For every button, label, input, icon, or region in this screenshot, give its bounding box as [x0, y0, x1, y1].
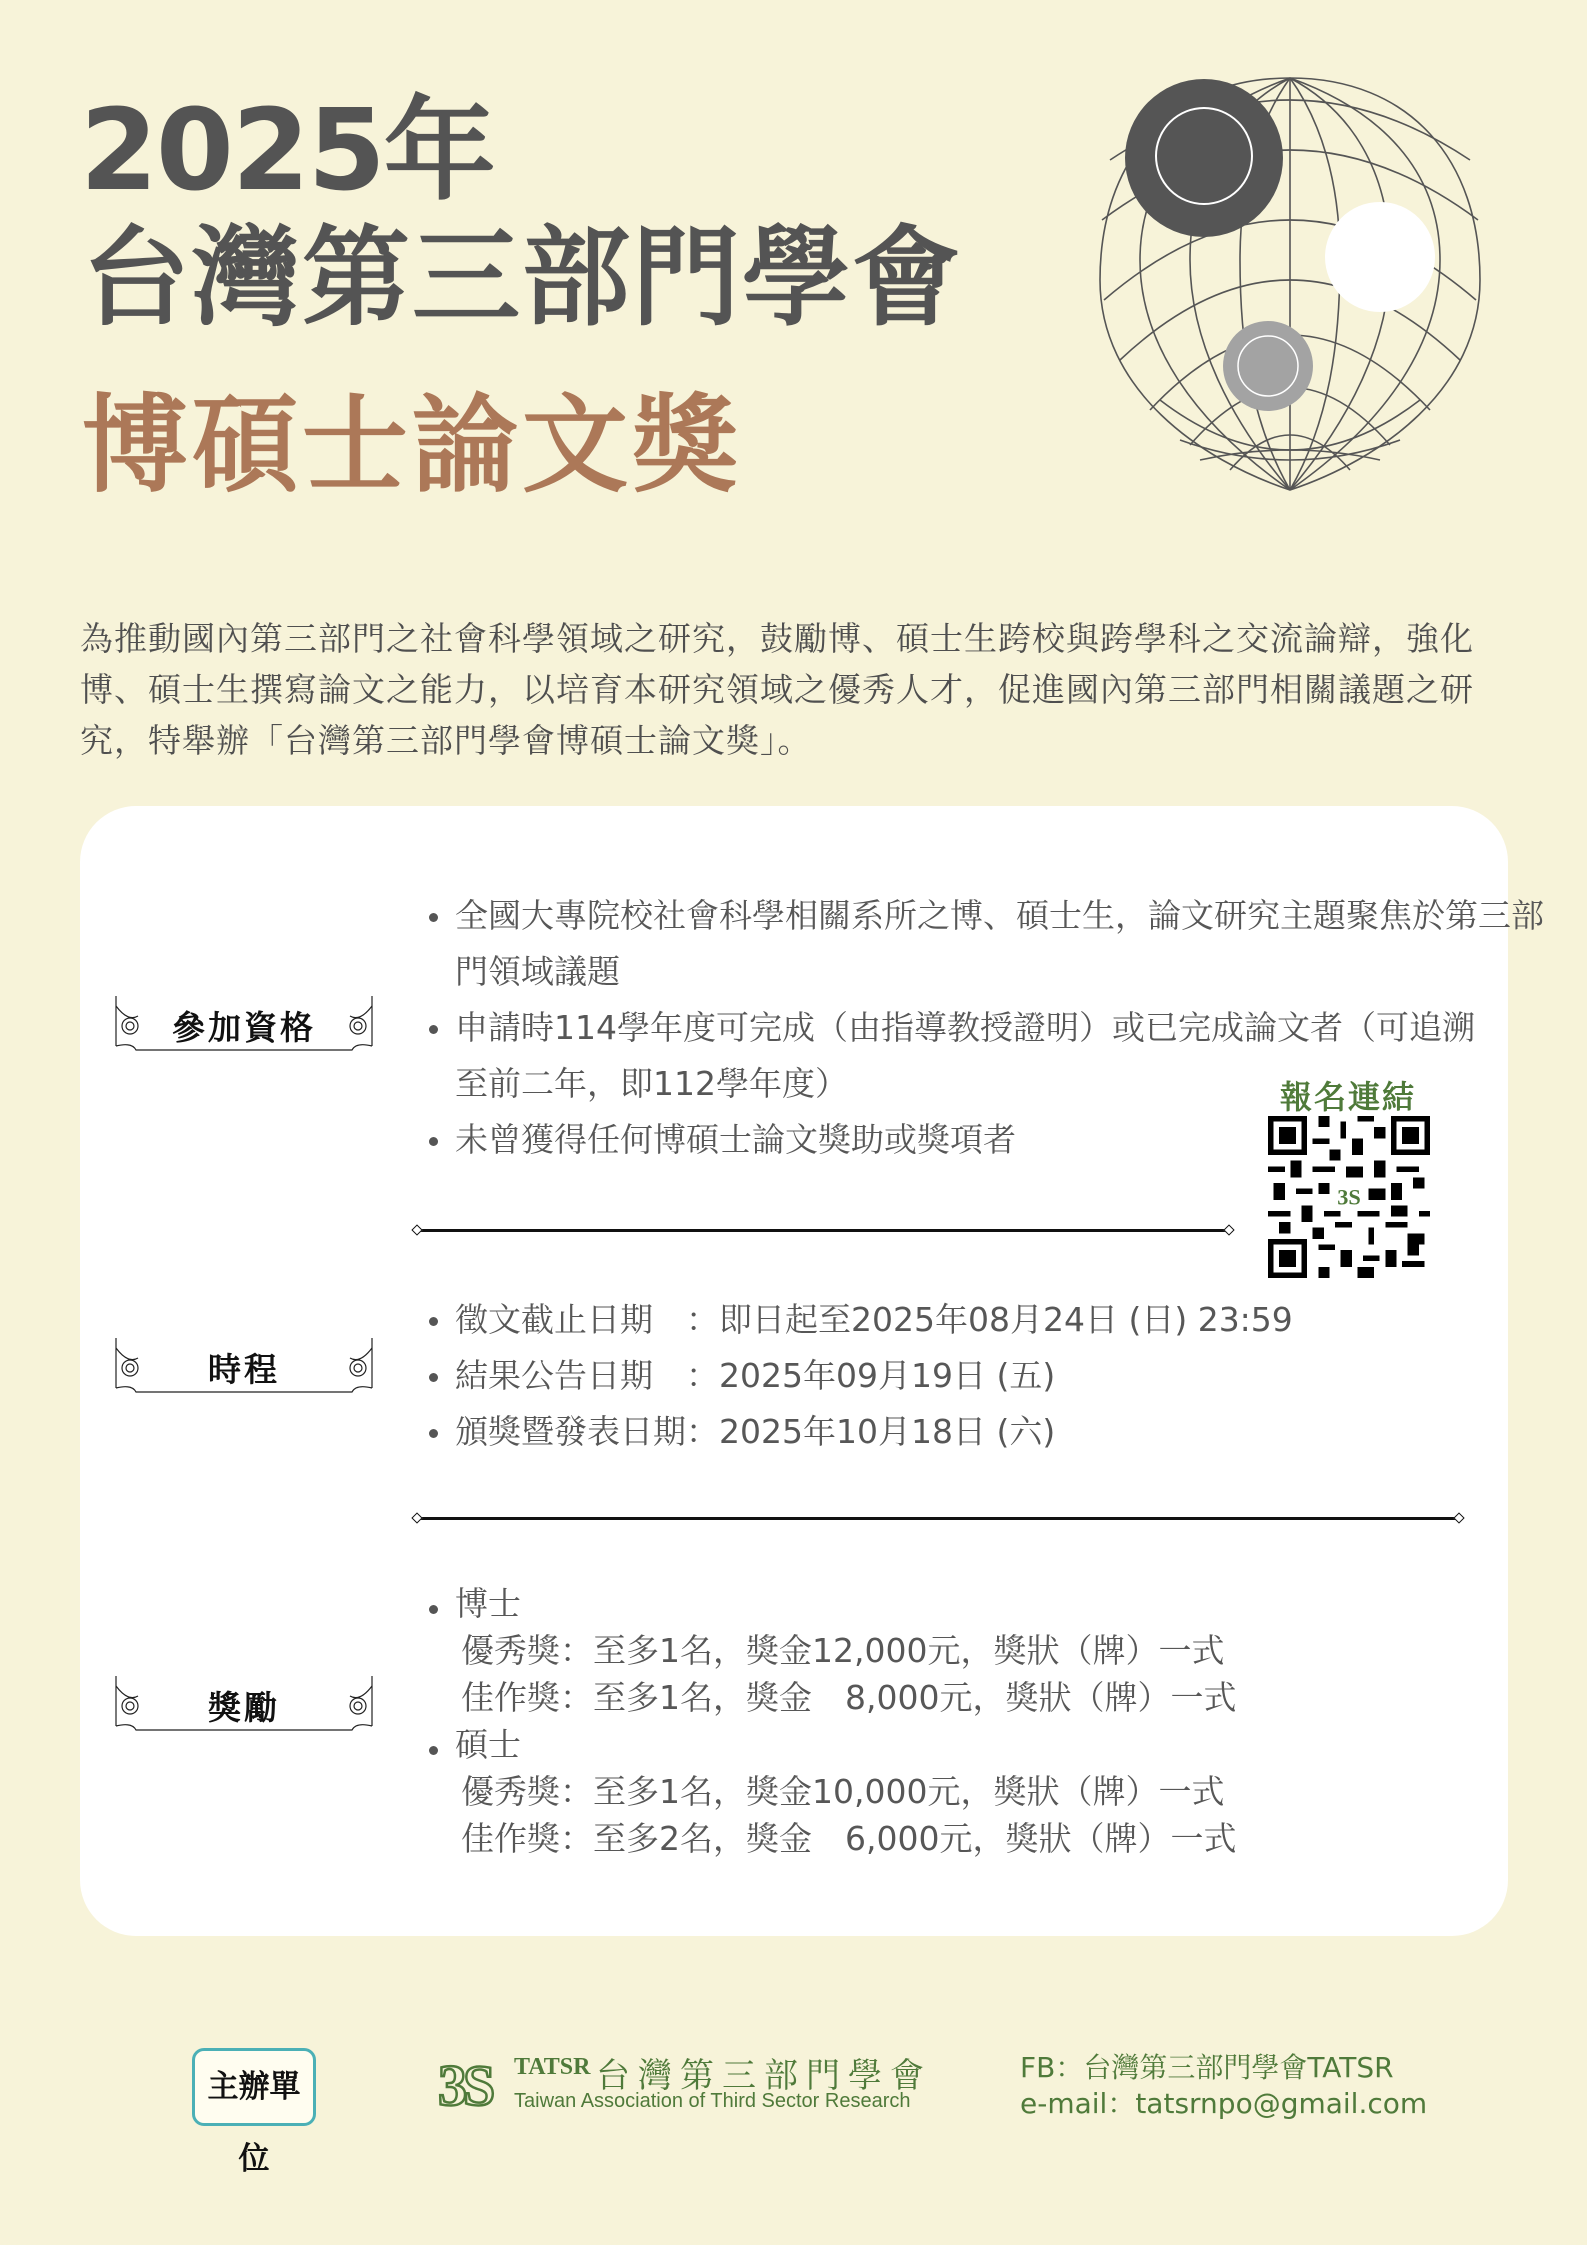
organization-logo	[438, 2054, 938, 2124]
reward-line: 佳作獎：至多1名，獎金 8,000元，獎狀（牌）一式	[461, 1678, 1237, 1717]
organizer-badge: 主辦單位	[192, 2048, 316, 2126]
reward-line: 佳作獎：至多2名，獎金 6,000元，獎狀（牌）一式	[461, 1819, 1237, 1858]
contact-info	[1020, 2050, 1427, 2122]
list-item	[425, 1580, 1425, 1721]
schedule-list	[425, 1292, 1425, 1460]
logo-name-cn: 台灣第三部門學會	[596, 2056, 932, 2096]
list-item: 結果公告日期 ：2025年09月19日 (五)	[425, 1348, 1425, 1404]
list-item: 徵文截止日期 ：即日起至2025年08月24日 (日) 23:59	[425, 1292, 1425, 1348]
degree-label: 碩士	[455, 1725, 521, 1764]
logo-3s-mark: 3S	[438, 2053, 492, 2118]
intro-paragraph: 為推動國內第三部門之社會科學領域之研究，鼓勵博、碩士生跨校與跨學科之交流論辯，強化博、碩士生撰寫論文之能力，以培育本研究領域之優秀人才，促進國內第三部門相關議題之研究，特舉辦「台灣第三部門學會博碩士論文獎」。	[80, 619, 1474, 760]
qr-code-icon[interactable]	[1268, 1116, 1430, 1278]
label-eligibility-text: 參加資格	[172, 1008, 316, 1047]
section-divider	[418, 1229, 1228, 1232]
degree-label: 博士	[455, 1584, 521, 1623]
label-schedule-text: 時程	[208, 1350, 280, 1389]
title-organization: 台灣第三部門學會	[82, 216, 963, 341]
list-item: 全國大專院校社會科學相關系所之博、碩士生，論文研究主題聚焦於第三部門領域議題	[425, 888, 1565, 1000]
title-award: 博碩士論文獎	[82, 384, 742, 507]
list-item: 未曾獲得任何博碩士論文獎助或獎項者	[425, 1112, 1565, 1168]
rewards-list	[425, 1580, 1425, 1862]
label-rewards-text: 獎勵	[208, 1688, 280, 1727]
section-label-schedule	[114, 1336, 374, 1394]
info-card	[80, 806, 1544, 1936]
list-item: 頒獎暨發表日期：2025年10月18日 (六)	[425, 1404, 1425, 1460]
email-link[interactable]: e-mail：tatsrnpo@gmail.com	[1020, 2087, 1428, 2120]
reward-line: 優秀獎：至多1名，獎金12,000元，獎狀（牌）一式	[461, 1631, 1225, 1670]
section-label-eligibility	[114, 994, 374, 1052]
facebook-link[interactable]: FB：台灣第三部門學會TATSR	[1020, 2051, 1394, 2084]
logo-abbr: TATSR	[514, 2054, 591, 2080]
globe-decoration-icon	[1080, 60, 1500, 520]
section-divider	[418, 1517, 1458, 1520]
section-label-rewards	[114, 1674, 374, 1732]
list-item: 申請時114學年度可完成（由指導教授證明）或已完成論文者（可追溯至前二年，即112學年度）	[425, 1000, 1565, 1112]
reward-line: 優秀獎：至多1名，獎金10,000元，獎狀（牌）一式	[461, 1772, 1225, 1811]
title-year: 2025年	[80, 86, 494, 216]
svg-text:3S: 3S	[1337, 1184, 1361, 1210]
logo-name-en: Taiwan Association of Third Sector Research	[514, 2090, 911, 2112]
list-item	[425, 1721, 1425, 1862]
registration-link-label: 報名連結	[1280, 1078, 1417, 1116]
